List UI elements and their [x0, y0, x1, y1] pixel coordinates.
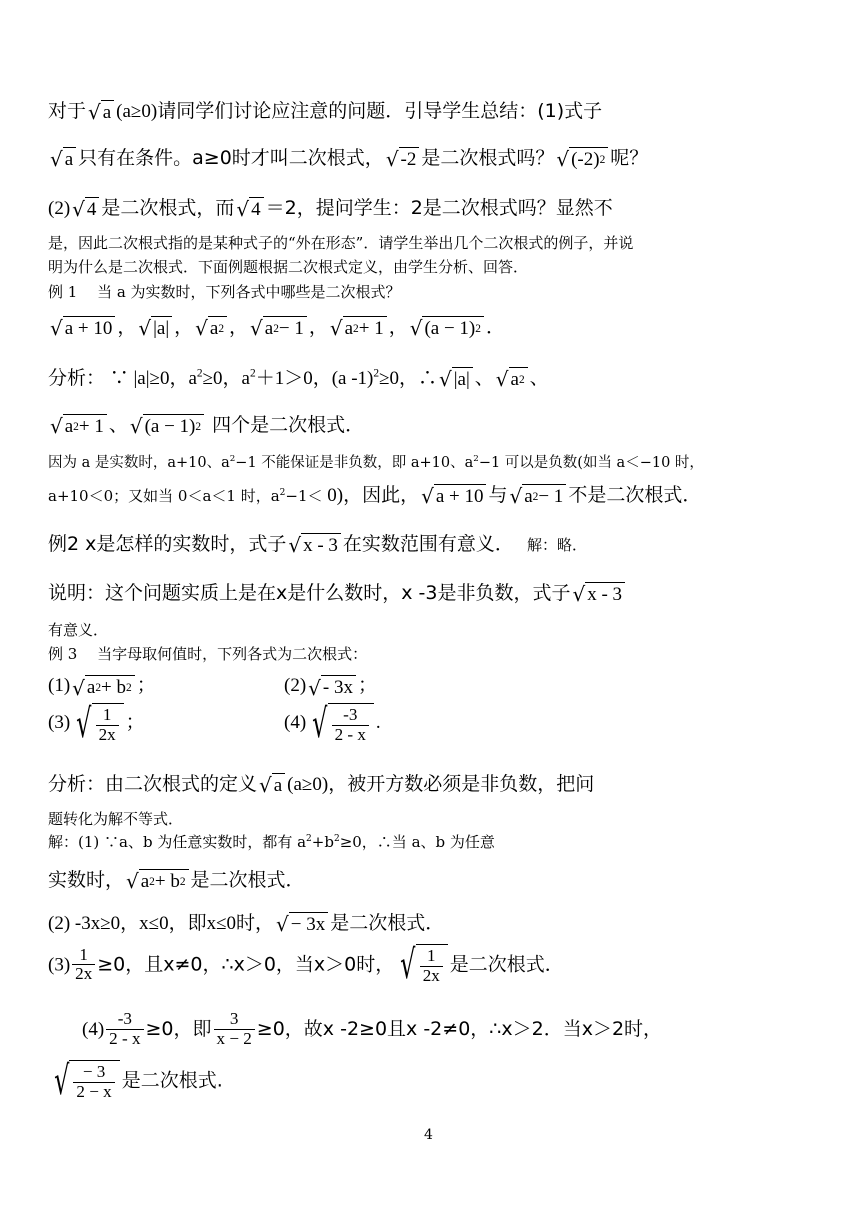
- solution-line-3: (2) -3x≥0，x≤0，即x≤0时， √ − 3x 是二次根式．: [48, 912, 445, 937]
- radical: √ a 2 + b 2: [126, 869, 189, 893]
- radical: √ a 2 − 1: [509, 484, 566, 508]
- radical: √ x - 3: [288, 533, 341, 557]
- example-3-item-2: (2) √ - 3x ；: [284, 675, 377, 700]
- radical: √ 4: [72, 197, 99, 221]
- solution-line-1: 解：(1) ∵a、b 为任意实数时，都有 $a^2+b^2\ge 0$，∴当 a、b 为任意: [48, 833, 495, 851]
- analysis-3-line-1: 分析：由二次根式的定义 √ a (a≥0)，被开方数必须是非负数，把问: [48, 773, 595, 798]
- example-2-line: 例2 x是怎样的实数时，式子 √ x - 3 在实数范围有意义． 解：略．: [48, 533, 588, 558]
- explanation-line: 说明：这个问题实质上是在x是什么数时，x -3是非负数，式子 √ x - 3: [48, 578, 627, 605]
- radical: √ (a − 1) 2: [410, 316, 484, 340]
- radical: √ a: [259, 773, 285, 797]
- radical: √ a 2 + 1: [330, 316, 387, 340]
- page-number: 4: [424, 1127, 433, 1143]
- text-line-10: 因为 a 是实数时，a+10、$a^2-1$ 不能保证是非负数，即 a+10、$a^2-1$ 可以是负数(如当 a＜−10 时，: [48, 454, 704, 471]
- analysis-line-2: √ a 2 + 1 、 √ (a − 1) 2 四个是二次根式．: [50, 414, 365, 439]
- text-segment: 是二次根式，而: [101, 197, 235, 219]
- analysis-line-1: 分析： ∵ |a|≥0，$a^2\ge 0$，$a^2+1>0$，(a -1)$^2$≥0，∴ √ |a| 、 √ a 2 、: [48, 367, 549, 392]
- radical: √ $\frac{1}{2x}$: [72, 703, 124, 745]
- answer-omitted: 解：略．: [527, 536, 588, 554]
- text-line-5: 明为什么是二次根式．下面例题根据二次根式定义，由学生分析、回答．: [48, 258, 529, 276]
- text-line-2: [48, 143, 648, 170]
- radical: √ a 2 + b 2: [72, 675, 135, 699]
- radical: √ a + 10: [50, 316, 115, 340]
- example-3-item-3: (3) √ $\frac{1}{2x}$ ；: [48, 700, 145, 747]
- solution-line-5: (4) $\frac{-3}{2 - x}$ ≥0，即 $\frac{3}{x - 2}$ ≥0，故x -2≥0且x -2≠0，∴x＞2．当x＞2时，: [82, 1009, 663, 1048]
- radical: √ $\frac{-3}{2 - x}$: [308, 703, 374, 745]
- solution-line-2: 实数时， √ a 2 + b 2 是二次根式．: [48, 869, 305, 894]
- radical: √ a 2 − 1: [250, 316, 307, 340]
- text-segment: (a≥0): [116, 101, 158, 122]
- radical: √ x - 3: [572, 582, 625, 606]
- radical: √ a 2 + 1: [50, 414, 107, 438]
- text-line-1: [48, 96, 602, 123]
- radical: √ 4: [236, 197, 263, 221]
- radical: √ − 3x: [276, 912, 328, 936]
- radical: √ a 2: [195, 316, 227, 340]
- example-1-heading: 例 1 当 a 为实数时，下列各式中哪些是二次根式？: [48, 283, 401, 301]
- radical: √ (-2) 2: [556, 147, 608, 171]
- example-3-items-1-2: (1) √ a 2 + b 2 ；: [48, 675, 156, 700]
- radical: √ a + 10: [421, 484, 486, 508]
- text-segment: 是二次根式吗？: [421, 147, 555, 169]
- radical: √ |a|: [138, 316, 172, 340]
- radical: √ a 2: [496, 367, 528, 391]
- solution-line-4: (3) $\frac{1}{2x}$ ≥0，且x≠0，∴x＞0，当x＞0时， √ $\frac{1}{2x}$ 是二次根式．: [48, 941, 564, 988]
- radical: √ - 3x: [308, 675, 356, 699]
- text-line-3: (2) √ 4 是二次根式，而 √ 4 ＝2，提问学生：2是二次根式吗？显然不: [48, 197, 613, 222]
- solution-line-6: √ $\frac{- 3}{2 - x}$ 是二次根式.: [48, 1060, 223, 1102]
- radical: √ (a − 1) 2: [130, 414, 204, 438]
- radical: √ $\frac{- 3}{2 - x}$: [50, 1060, 120, 1102]
- example-3-heading: 例 3 当字母取何值时，下列各式为二次根式：: [48, 645, 368, 663]
- text-segment: ＝2，提问学生：2是二次根式吗？显然不: [265, 197, 613, 219]
- radical: √ -2: [386, 147, 420, 171]
- text-line-11: a+10＜0；又如当 0＜a＜1 时，$a^2-1< 0$)，因此， √ a + 10 与 √ a 2 − 1 不是二次根式．: [48, 484, 702, 509]
- radical: √ a: [88, 100, 114, 124]
- text-segment: 呢？: [610, 147, 649, 169]
- text-segment: 请同学们讨论应注意的问题．引导学生总结：(1)式子: [157, 100, 603, 122]
- text-line-4: 是，因此二次根式指的是某种式子的“外在形态”．请学生举出几个二次根式的例子，并说: [48, 234, 634, 252]
- radical: √ |a|: [439, 367, 473, 391]
- text-line-19: 题转化为解不等式．: [48, 810, 184, 828]
- text-segment: 只有在条件。a≥0时才叫二次根式，: [78, 147, 384, 169]
- radical: √ $\frac{1}{2x}$: [396, 944, 448, 986]
- text-line-14: 有意义．: [48, 621, 109, 639]
- text-line-7: √ a + 10 ， √ |a| ， √ a 2 ， √ a 2 − 1 ， √ a 2 + 1 ， √ (a − 1) 2 ．: [50, 316, 505, 341]
- radical: √ a: [50, 147, 76, 171]
- example-3-item-4: (4) √ $\frac{-3}{2 - x}$ .: [284, 700, 381, 747]
- text-segment: 对于: [48, 100, 87, 122]
